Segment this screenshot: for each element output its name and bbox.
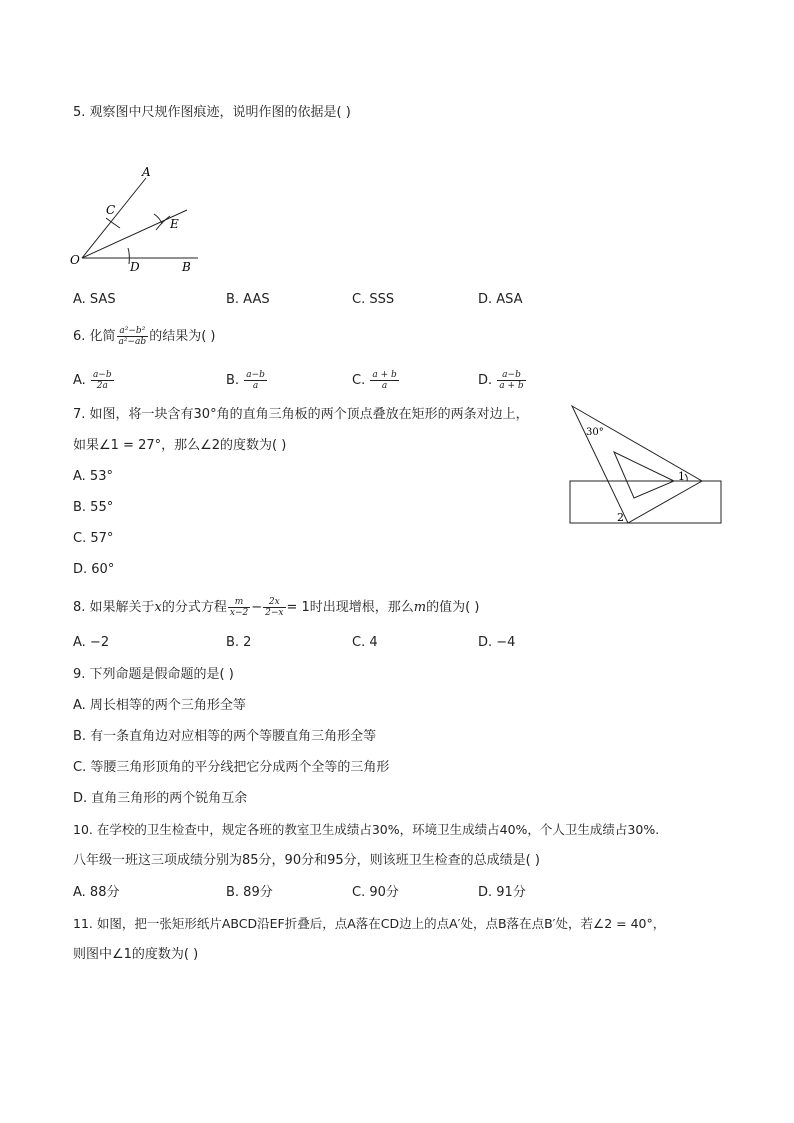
q7-option-b[interactable]: B. 55° xyxy=(73,500,114,515)
q10-option-c[interactable]: C. 90分 xyxy=(352,885,399,900)
q6-stem: 6. 化简 $\frac{\text{a²−b²}}{\text{a²−ab}}$ 的结果为( ) xyxy=(73,326,216,347)
q10-option-a[interactable]: A. 88分 xyxy=(73,885,120,900)
q5-option-d[interactable]: D. ASA xyxy=(478,292,523,307)
q10-stem-line1: 10. 在学校的卫生检查中，规定各班的教室卫生成绩占30%，环境卫生成绩占40%，个人卫生成绩占30%. xyxy=(73,822,660,837)
q9-option-c[interactable]: C. 等腰三角形顶角的平分线把它分成两个全等的三角形 xyxy=(73,760,390,775)
label-angle1: 1 xyxy=(678,470,685,483)
q7-figure xyxy=(566,402,726,528)
label-E: E xyxy=(170,217,179,231)
q11-stem-line1: 11. 如图，把一张矩形纸片ABCD沿EF折叠后，点A落在CD边上的点A′处，点B落在点B′处，若∠2 = 40°， xyxy=(73,916,666,931)
q7-stem-line2: 如果∠1 = 27°，那么∠2的度数为( ) xyxy=(73,438,287,453)
q8-stem: 8. 如果解关于x的分式方程 $\frac{m}{x-2}$ − $\frac{2x}{2-x}$ = 1时出现增根，那么m的值为( ) xyxy=(73,597,480,618)
q5-option-c[interactable]: C. SSS xyxy=(352,292,395,307)
q5-option-b[interactable]: B. AAS xyxy=(226,292,270,307)
q6-option-c[interactable]: C. $\frac{a + b}{a}$ xyxy=(352,370,397,391)
q8-option-c[interactable]: C. 4 xyxy=(352,635,378,650)
q7-option-c[interactable]: C. 57° xyxy=(73,531,114,546)
label-A: A xyxy=(142,165,151,179)
q9-stem: 9. 下列命题是假命题的是( ) xyxy=(73,667,234,682)
q8-option-b[interactable]: B. 2 xyxy=(226,635,252,650)
q5-stem: 5. 观察图中尺规作图痕迹，说明作图的依据是( ) xyxy=(73,105,351,120)
q7-stem-line1: 7. 如图，将一块含有30°角的直角三角板的两个顶点叠放在矩形的两条对边上， xyxy=(73,407,529,422)
q9-option-d[interactable]: D. 直角三角形的两个锐角互余 xyxy=(73,791,248,806)
label-30deg: 30° xyxy=(586,427,604,438)
q5-figure xyxy=(66,162,206,278)
label-O: O xyxy=(70,253,80,267)
q6-stem-fraction: $\frac{\text{a²−b²}}{\text{a²−ab}}$ xyxy=(118,326,147,347)
label-B: B xyxy=(182,260,191,274)
q10-option-b[interactable]: B. 89分 xyxy=(226,885,273,900)
q9-option-b[interactable]: B. 有一条直角边对应相等的两个等腰直角三角形全等 xyxy=(73,729,377,744)
q11-stem-line2: 则图中∠1的度数为( ) xyxy=(73,947,199,962)
q7-option-d[interactable]: D. 60° xyxy=(73,562,115,577)
q6-option-d[interactable]: D. $\frac{a-b}{a + b}$ xyxy=(478,370,524,391)
label-angle2: 2 xyxy=(617,511,624,524)
q5-option-a[interactable]: A. SAS xyxy=(73,292,116,307)
q10-stem-line2: 八年级一班这三项成绩分别为85分，90分和95分，则该班卫生检查的总成绩是( ) xyxy=(73,853,540,868)
q8-option-d[interactable]: D. −4 xyxy=(478,635,516,650)
q8-option-a[interactable]: A. −2 xyxy=(73,635,110,650)
q9-option-a[interactable]: A. 周长相等的两个三角形全等 xyxy=(73,698,246,713)
q6-option-a[interactable]: A. $\frac{a-b}{2a}$ xyxy=(73,370,112,391)
q10-option-d[interactable]: D. 91分 xyxy=(478,885,526,900)
q6-option-b[interactable]: B. $\frac{a-b}{a}$ xyxy=(226,370,265,391)
label-D: D xyxy=(130,260,140,274)
label-C: C xyxy=(106,203,116,217)
q7-option-a[interactable]: A. 53° xyxy=(73,469,113,484)
